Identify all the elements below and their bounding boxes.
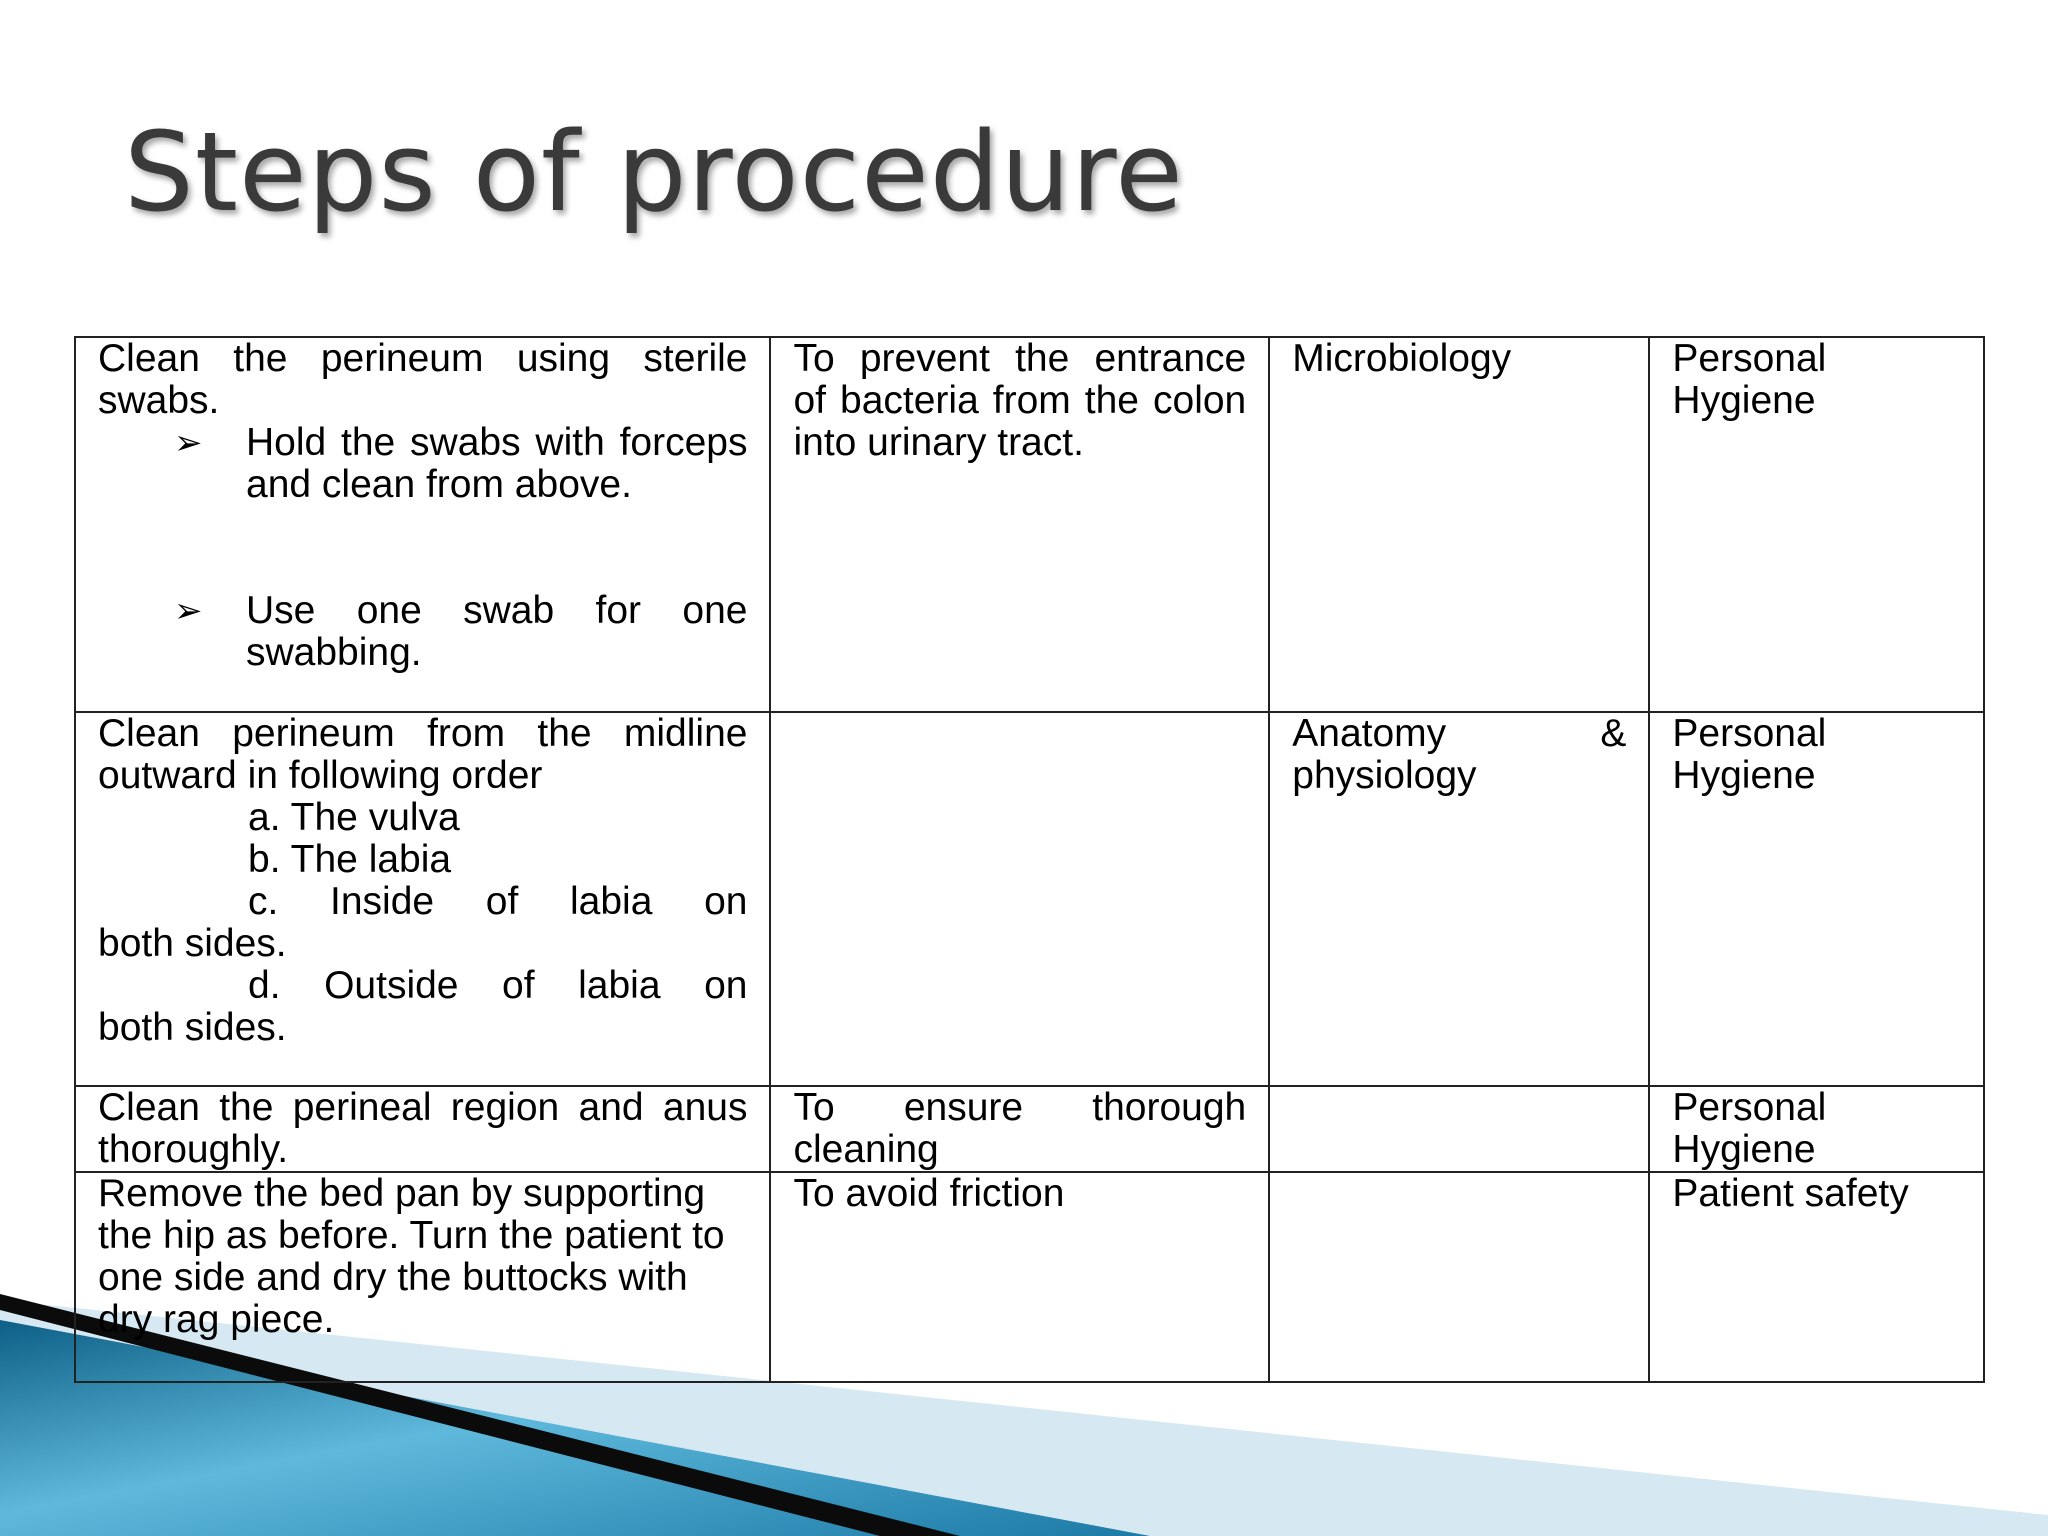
table-row	[75, 712, 1984, 1086]
table-row	[75, 337, 1984, 712]
step-bullet-list	[98, 422, 747, 674]
bullet-text: Hold the swabs with forceps and clean from above.	[246, 421, 748, 506]
science-cell	[1269, 1172, 1649, 1382]
principle-cell: Patient safety	[1649, 1172, 1984, 1382]
principle-cell: Personal Hygiene	[1649, 337, 1984, 712]
bullet-text: Use one swab for one swabbing.	[246, 589, 748, 674]
list-item-continuation: both sides.	[98, 922, 287, 965]
rationale-cell: To prevent the entrance of bacteria from the colon into urinary tract.	[770, 337, 1269, 712]
step-cell	[75, 337, 770, 712]
step-text: Clean perineum from the midline outward in following order	[98, 712, 748, 797]
step-cell	[75, 712, 770, 1086]
list-item	[174, 422, 747, 506]
list-item: d. Outside of labia on	[248, 964, 748, 1007]
procedure-table	[74, 336, 1985, 1383]
step-cell: Remove the bed pan by supporting the hip as before. Turn the patient to one side and dry the buttocks with dry rag piece.	[75, 1172, 770, 1382]
step-text: Clean the perineum using sterile swabs.	[98, 337, 748, 422]
step-cell: Clean the perineal region and anus thoroughly.	[75, 1086, 770, 1172]
principle-cell: Personal Hygiene	[1649, 1086, 1984, 1172]
list-item: c. Inside of labia on	[248, 880, 748, 923]
arrow-bullet-icon: ➢	[174, 423, 203, 463]
science-cell: Anatomy & physiology	[1269, 712, 1649, 1086]
principle-cell: Personal Hygiene	[1649, 712, 1984, 1086]
science-cell	[1269, 1086, 1649, 1172]
rationale-cell	[770, 712, 1269, 1086]
arrow-bullet-icon: ➢	[174, 591, 203, 631]
table-row	[75, 1086, 1984, 1172]
bullet-spacer	[174, 506, 747, 590]
rationale-cell: To avoid friction	[770, 1172, 1269, 1382]
list-item: a. The vulva	[248, 796, 460, 839]
rationale-cell: To ensure thorough cleaning	[770, 1086, 1269, 1172]
science-cell: Microbiology	[1269, 337, 1649, 712]
list-item: b. The labia	[248, 838, 452, 881]
list-item-continuation: both sides.	[98, 1006, 287, 1049]
slide-title: Steps of procedure	[124, 108, 1184, 236]
table-row	[75, 1172, 1984, 1382]
list-item	[174, 590, 747, 674]
